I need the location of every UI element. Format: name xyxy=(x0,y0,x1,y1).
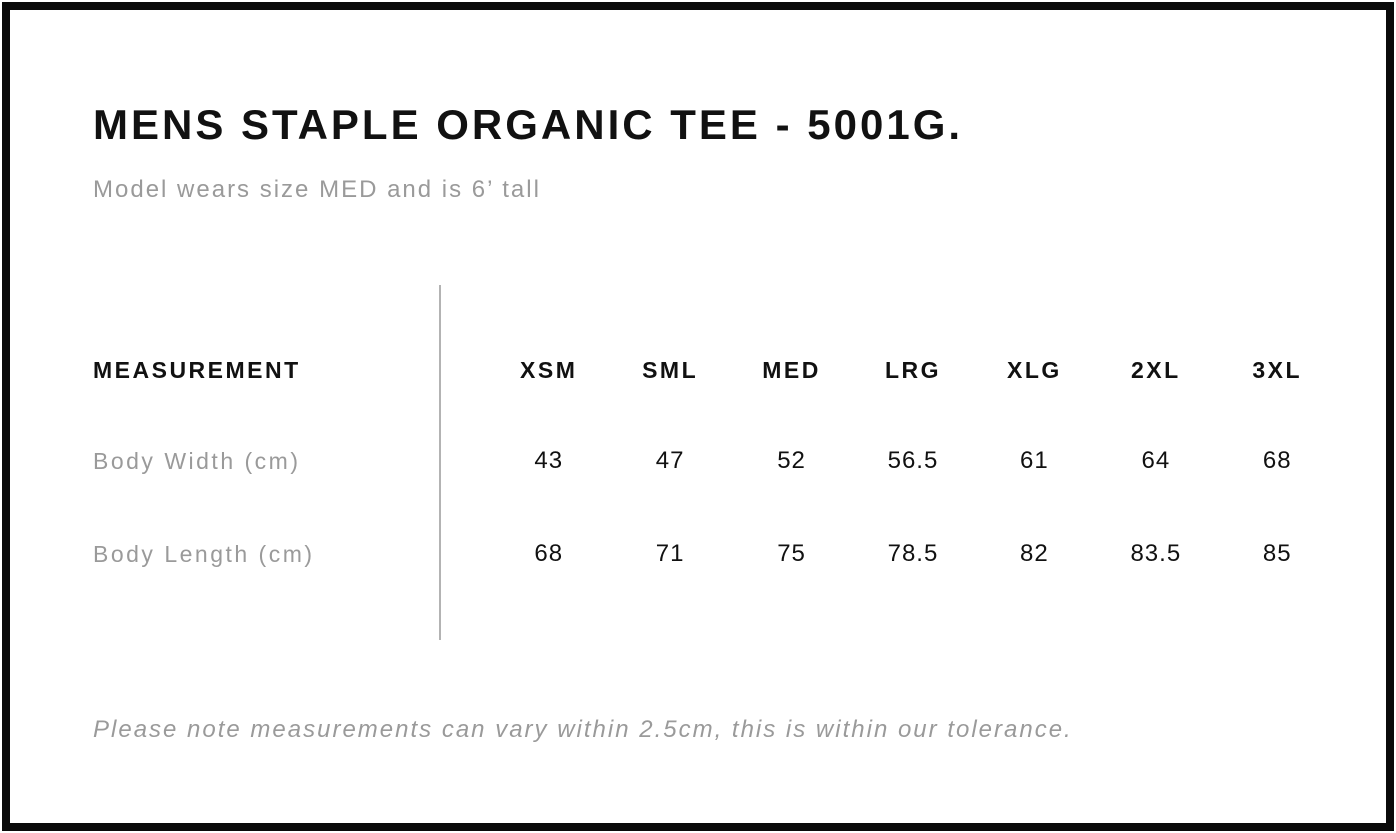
body-width-cells xyxy=(488,447,1338,475)
size-header-cells xyxy=(488,357,1338,384)
body-length-value-med: 75 xyxy=(777,540,806,567)
table-row-body-width xyxy=(93,441,1338,481)
size-column-header-xsm: XSM xyxy=(520,356,578,383)
size-column-header-lrg: LRG xyxy=(884,356,941,383)
body-length-value-3xl: 85 xyxy=(1262,540,1292,567)
body-length-value-xsm: 68 xyxy=(534,540,564,567)
body-width-value-med: 52 xyxy=(777,447,806,474)
body-length-value-sml: 71 xyxy=(655,540,685,567)
row-label-body-width: Body Width (cm) xyxy=(93,447,301,474)
body-width-value-2xl: 64 xyxy=(1141,447,1171,474)
page-border-frame xyxy=(2,2,1394,831)
body-width-value-sml: 47 xyxy=(655,447,685,474)
measurement-column-header: MEASUREMENT xyxy=(93,356,301,383)
size-column-header-sml: SML xyxy=(642,356,699,383)
body-length-value-lrg: 78.5 xyxy=(887,540,939,567)
body-width-value-3xl: 68 xyxy=(1262,447,1292,474)
size-column-header-3xl: 3XL xyxy=(1252,356,1303,383)
body-width-value-lrg: 56.5 xyxy=(887,447,939,474)
body-width-value-xsm: 43 xyxy=(534,447,564,474)
body-length-cells xyxy=(488,540,1338,568)
size-table-header-row xyxy=(93,350,1338,390)
size-column-header-xlg: XLG xyxy=(1007,356,1062,383)
size-column-header-2xl: 2XL xyxy=(1130,356,1181,383)
body-length-value-xlg: 82 xyxy=(1020,540,1049,567)
table-row-body-length xyxy=(93,534,1338,574)
tolerance-note: Please note measurements can vary within 2.5cm, this is within our tolerance. xyxy=(93,716,1073,743)
size-column-header-med: MED xyxy=(762,356,821,383)
body-length-value-2xl: 83.5 xyxy=(1130,540,1182,567)
body-width-value-xlg: 61 xyxy=(1020,447,1049,474)
page-title: MENS STAPLE ORGANIC TEE - 5001G. xyxy=(93,101,964,148)
model-size-info: Model wears size MED and is 6’ tall xyxy=(93,176,541,203)
row-label-body-length: Body Length (cm) xyxy=(93,540,315,567)
